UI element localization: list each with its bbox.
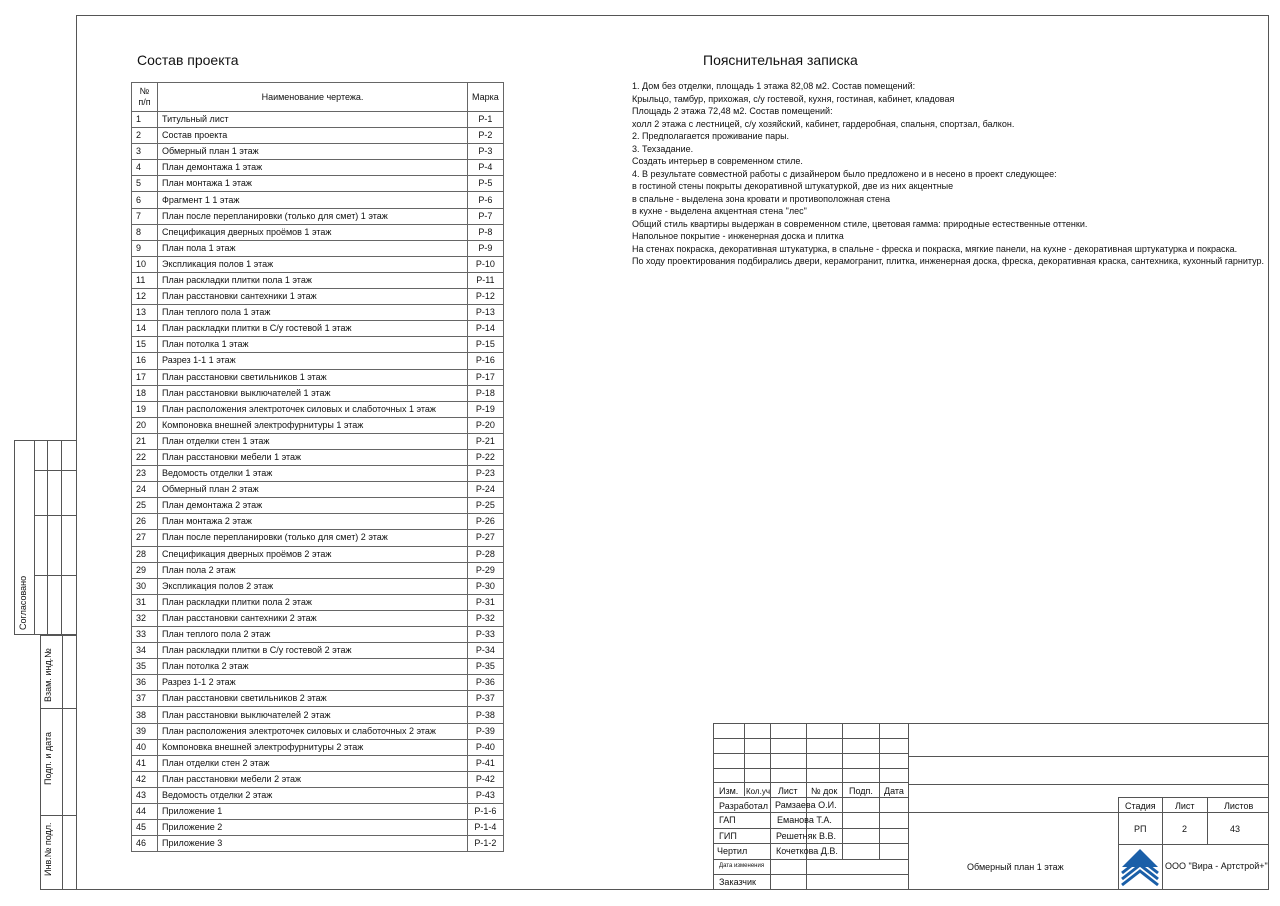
table-row	[132, 578, 504, 594]
row-name: План раскладки плитки пола 1 этаж	[158, 272, 468, 288]
sheet-label: Лист	[1175, 801, 1195, 811]
role-gip: ГИП	[719, 831, 737, 841]
row-number: 4	[132, 160, 158, 176]
row-mark: Р-30	[468, 578, 504, 594]
row-number: 27	[132, 530, 158, 546]
row-number: 40	[132, 739, 158, 755]
row-name: План расстановки выключателей 2 этаж	[158, 707, 468, 723]
row-mark: Р-9	[468, 240, 504, 256]
row-number: 36	[132, 675, 158, 691]
row-mark: Р-27	[468, 530, 504, 546]
notes-line: 4. В результате совместной работы с дизайнером было предложено и в несено в проект следующее:	[632, 168, 1057, 179]
row-mark: Р-4	[468, 160, 504, 176]
row-name: План расстановки сантехники 1 этаж	[158, 289, 468, 305]
row-mark: Р-28	[468, 546, 504, 562]
row-name: Состав проекта	[158, 128, 468, 144]
table-row	[132, 353, 504, 369]
table-row	[132, 643, 504, 659]
notes-line: в гостиной стены покрыты декоративной штукатуркой, две из них акцентные	[632, 181, 954, 191]
row-name: План отделки стен 2 этаж	[158, 755, 468, 771]
row-name: План потолка 1 этаж	[158, 337, 468, 353]
row-number: 18	[132, 385, 158, 401]
name-drafter: Кочеткова Д.В.	[776, 846, 838, 856]
table-row	[132, 466, 504, 482]
name-gap: Еманова Т.А.	[777, 815, 832, 825]
row-mark: Р-33	[468, 627, 504, 643]
table-row	[132, 562, 504, 578]
row-mark: Р-8	[468, 224, 504, 240]
row-name: План расположения электроточек силовых и слаботочных 1 этаж	[158, 401, 468, 417]
table-row	[132, 433, 504, 449]
row-number: 23	[132, 466, 158, 482]
row-name: Фрагмент 1 1 этаж	[158, 192, 468, 208]
row-mark: Р-2	[468, 128, 504, 144]
row-number: 9	[132, 240, 158, 256]
row-number: 38	[132, 707, 158, 723]
row-name: Приложение 2	[158, 820, 468, 836]
row-name: План расположения электроточек силовых и слаботочных 2 этаж	[158, 723, 468, 739]
row-mark: Р-36	[468, 675, 504, 691]
notes-line: 2. Предполагается проживание пары.	[632, 131, 790, 141]
notes-line: Крыльцо, тамбур, прихожая, с/у гостевой, кухня, гостиная, кабинет, кладовая	[632, 93, 955, 104]
row-mark: Р-35	[468, 659, 504, 675]
row-number: 16	[132, 353, 158, 369]
row-name: План теплого пола 2 этаж	[158, 627, 468, 643]
row-name: План раскладки плитки в С/у гостевой 1 этаж	[158, 321, 468, 337]
row-number: 5	[132, 176, 158, 192]
col-mark-header: Марка	[468, 83, 504, 112]
table-row	[132, 594, 504, 610]
col-kol: Кол.уч	[746, 787, 770, 796]
table-row	[132, 804, 504, 820]
row-number: 20	[132, 417, 158, 433]
row-number: 28	[132, 546, 158, 562]
table-row	[132, 820, 504, 836]
row-number: 12	[132, 289, 158, 305]
notes-line: 3. Техзадание.	[632, 143, 694, 154]
row-name: Ведомость отделки 1 этаж	[158, 466, 468, 482]
notes-line: в спальне - выделена зона кровати и противоположная стена	[632, 193, 890, 204]
table-row	[132, 546, 504, 562]
row-mark: Р-1-6	[468, 804, 504, 820]
table-row	[132, 289, 504, 305]
stage-label: Стадия	[1125, 801, 1156, 811]
row-name: Компоновка внешней электрофурнитуры 2 этаж	[158, 739, 468, 755]
table-row	[132, 369, 504, 385]
row-number: 15	[132, 337, 158, 353]
table-row	[132, 659, 504, 675]
row-number: 6	[132, 192, 158, 208]
row-mark: Р-3	[468, 144, 504, 160]
table-row	[132, 272, 504, 288]
row-number: 42	[132, 771, 158, 787]
row-mark: Р-15	[468, 337, 504, 353]
role-change-date: Дата изменения	[719, 863, 765, 869]
row-number: 7	[132, 208, 158, 224]
row-mark: Р-21	[468, 433, 504, 449]
table-row	[132, 514, 504, 530]
row-number: 44	[132, 804, 158, 820]
notes-line: Создать интерьер в современном стиле.	[632, 156, 803, 166]
table-row	[132, 530, 504, 546]
row-number: 10	[132, 256, 158, 272]
row-name: Приложение 1	[158, 804, 468, 820]
row-name: План расстановки светильников 2 этаж	[158, 691, 468, 707]
row-mark: Р-17	[468, 369, 504, 385]
company-name: ООО "Вира - Артстрой+"	[1165, 861, 1268, 871]
row-number: 37	[132, 691, 158, 707]
row-number: 1	[132, 112, 158, 128]
row-name: План после перепланировки (только для смет) 1 этаж	[158, 208, 468, 224]
drawing-name: Обмерный план 1 этаж	[967, 862, 1064, 872]
row-number: 19	[132, 401, 158, 417]
table-row	[132, 321, 504, 337]
row-number: 24	[132, 482, 158, 498]
row-mark: Р-12	[468, 289, 504, 305]
notes-line: в кухне - выделена акцентная стена "лес"	[632, 206, 807, 216]
table-row	[132, 610, 504, 626]
row-name: Обмерный план 1 этаж	[158, 144, 468, 160]
row-mark: Р-24	[468, 482, 504, 498]
table-row	[132, 224, 504, 240]
row-name: Разрез 1-1 2 этаж	[158, 675, 468, 691]
row-name: План расстановки выключателей 1 этаж	[158, 385, 468, 401]
sheets-label: Листов	[1224, 801, 1254, 811]
table-row	[132, 771, 504, 787]
row-name: План отделки стен 1 этаж	[158, 433, 468, 449]
row-name: Приложение 3	[158, 836, 468, 852]
row-mark: Р-7	[468, 208, 504, 224]
table-row	[132, 482, 504, 498]
table-row	[132, 498, 504, 514]
row-name: Титульный лист	[158, 112, 468, 128]
role-developer: Разработал	[719, 801, 768, 811]
row-number: 11	[132, 272, 158, 288]
row-number: 45	[132, 820, 158, 836]
row-name: Обмерный план 2 этаж	[158, 482, 468, 498]
row-name: Спецификация дверных проёмов 2 этаж	[158, 546, 468, 562]
row-number: 17	[132, 369, 158, 385]
notes-text	[632, 80, 1265, 268]
row-number: 32	[132, 610, 158, 626]
col-ndok: № док	[811, 786, 838, 796]
notes-line: Напольное покрытие - инженерная доска и плитка	[632, 231, 844, 241]
notes-line: 1. Дом без отделки, площадь 1 этажа 82,08 м2. Состав помещений:	[632, 81, 916, 91]
row-name: План расстановки мебели 2 этаж	[158, 771, 468, 787]
row-name: Экспликация полов 1 этаж	[158, 256, 468, 272]
title-block	[713, 723, 1269, 890]
row-mark: Р-43	[468, 787, 504, 803]
table-row	[132, 787, 504, 803]
project-table	[131, 82, 504, 852]
col-data: Дата	[884, 786, 904, 796]
table-row	[132, 240, 504, 256]
row-name: План пола 1 этаж	[158, 240, 468, 256]
row-mark: Р-5	[468, 176, 504, 192]
row-number: 33	[132, 627, 158, 643]
row-name: Спецификация дверных проёмов 1 этаж	[158, 224, 468, 240]
row-number: 8	[132, 224, 158, 240]
row-mark: Р-20	[468, 417, 504, 433]
table-row	[132, 208, 504, 224]
row-name: План демонтажа 1 этаж	[158, 160, 468, 176]
row-number: 29	[132, 562, 158, 578]
row-name: План пола 2 этаж	[158, 562, 468, 578]
table-row	[132, 256, 504, 272]
row-mark: Р-37	[468, 691, 504, 707]
row-mark: Р-1-4	[468, 820, 504, 836]
row-name: План монтажа 2 этаж	[158, 514, 468, 530]
table-row	[132, 755, 504, 771]
row-mark: Р-39	[468, 723, 504, 739]
table-row	[132, 449, 504, 465]
col-num-header: № п/п	[132, 83, 158, 112]
table-row	[132, 401, 504, 417]
row-number: 30	[132, 578, 158, 594]
row-mark: Р-22	[468, 449, 504, 465]
row-number: 22	[132, 449, 158, 465]
row-name: План расстановки мебели 1 этаж	[158, 449, 468, 465]
table-row	[132, 417, 504, 433]
row-name: План расстановки светильников 1 этаж	[158, 369, 468, 385]
row-number: 34	[132, 643, 158, 659]
row-name: Разрез 1-1 1 этаж	[158, 353, 468, 369]
row-mark: Р-19	[468, 401, 504, 417]
table-row	[132, 160, 504, 176]
table-row	[132, 691, 504, 707]
row-number: 43	[132, 787, 158, 803]
row-mark: Р-25	[468, 498, 504, 514]
table-row	[132, 723, 504, 739]
row-number: 2	[132, 128, 158, 144]
table-row	[132, 675, 504, 691]
row-number: 21	[132, 433, 158, 449]
table-row	[132, 305, 504, 321]
col-list: Лист	[778, 786, 798, 796]
company-logo-icon	[1120, 847, 1160, 887]
row-mark: Р-14	[468, 321, 504, 337]
col-name-header: Наименование чертежа.	[158, 83, 468, 112]
row-name: План раскладки плитки пола 2 этаж	[158, 594, 468, 610]
row-mark: Р-16	[468, 353, 504, 369]
inv-label: Инв.№ подл.	[43, 822, 53, 876]
table-row	[132, 112, 504, 128]
row-name: План раскладки плитки в С/у гостевой 2 этаж	[158, 643, 468, 659]
notes-line: Общий стиль квартиры выдержан в современном стиле, цветовая гамма: природные естественные оттенки.	[632, 218, 1088, 229]
row-name: План теплого пола 1 этаж	[158, 305, 468, 321]
row-name: Ведомость отделки 2 этаж	[158, 787, 468, 803]
sheet-value: 2	[1182, 824, 1188, 834]
vzam-label: Взам. инд.№	[43, 648, 53, 702]
row-number: 39	[132, 723, 158, 739]
row-number: 31	[132, 594, 158, 610]
row-mark: Р-42	[468, 771, 504, 787]
row-name: План потолка 2 этаж	[158, 659, 468, 675]
row-mark: Р-32	[468, 610, 504, 626]
name-gip: Решетняк В.В.	[776, 831, 836, 841]
sheets-value: 43	[1230, 824, 1241, 834]
table-row	[132, 176, 504, 192]
role-customer: Заказчик	[719, 877, 756, 887]
row-mark: Р-1-2	[468, 836, 504, 852]
row-mark: Р-10	[468, 256, 504, 272]
table-row	[132, 192, 504, 208]
name-developer: Рамзаева О.И.	[775, 800, 837, 810]
table-row	[132, 128, 504, 144]
row-number: 13	[132, 305, 158, 321]
row-mark: Р-26	[468, 514, 504, 530]
table-row	[132, 627, 504, 643]
row-mark: Р-6	[468, 192, 504, 208]
row-number: 41	[132, 755, 158, 771]
row-number: 46	[132, 836, 158, 852]
row-name: План после перепланировки (только для смет) 2 этаж	[158, 530, 468, 546]
row-number: 35	[132, 659, 158, 675]
row-mark: Р-1	[468, 112, 504, 128]
row-mark: Р-11	[468, 272, 504, 288]
row-mark: Р-31	[468, 594, 504, 610]
agreed-label: Согласовано	[18, 575, 28, 630]
table-row	[132, 707, 504, 723]
row-mark: Р-23	[468, 466, 504, 482]
notes-line: холл 2 этажа с лестницей, с/у хозяйский, кабинет, гардеробная, спальня, спортзал, балкон.	[632, 118, 1015, 129]
table-row	[132, 337, 504, 353]
row-mark: Р-13	[468, 305, 504, 321]
table-row	[132, 385, 504, 401]
stage-value: РП	[1134, 824, 1147, 834]
row-name: План демонтажа 2 этаж	[158, 498, 468, 514]
row-mark: Р-40	[468, 739, 504, 755]
row-name: Экспликация полов 2 этаж	[158, 578, 468, 594]
podp-label: Подп. и дата	[43, 731, 53, 785]
notes-title: Пояснительная записка	[703, 52, 858, 68]
row-name: План монтажа 1 этаж	[158, 176, 468, 192]
notes-line: По ходу проектирования подбирались двери, керамогранит, плитка, инженерная доска, фреска, декоративная краска, сантехника, кухонный гарнитур.	[632, 256, 1265, 266]
notes-line: На стенах покраска, декоративная штукатурка, в спальне - фреска и покраска, мягкие панели, на кухне - декоративная шртукатурка и покраска.	[632, 243, 1238, 254]
row-number: 3	[132, 144, 158, 160]
table-row	[132, 739, 504, 755]
row-mark: Р-34	[468, 643, 504, 659]
row-number: 25	[132, 498, 158, 514]
col-izm: Изм.	[719, 786, 739, 796]
side-stamp	[14, 440, 76, 890]
row-mark: Р-41	[468, 755, 504, 771]
row-number: 26	[132, 514, 158, 530]
notes-line: Площадь 2 этажа 72,48 м2. Состав помещений:	[632, 106, 833, 116]
row-name: План расстановки сантехники 2 этаж	[158, 610, 468, 626]
table-row	[132, 836, 504, 852]
col-podp: Подп.	[849, 786, 873, 796]
row-name: Компоновка внешней электрофурнитуры 1 этаж	[158, 417, 468, 433]
row-mark: Р-38	[468, 707, 504, 723]
table-row	[132, 144, 504, 160]
project-title: Состав проекта	[137, 52, 239, 68]
role-gap: ГАП	[719, 815, 736, 825]
row-number: 14	[132, 321, 158, 337]
row-mark: Р-29	[468, 562, 504, 578]
role-drafter: Чертил	[717, 846, 748, 856]
row-mark: Р-18	[468, 385, 504, 401]
